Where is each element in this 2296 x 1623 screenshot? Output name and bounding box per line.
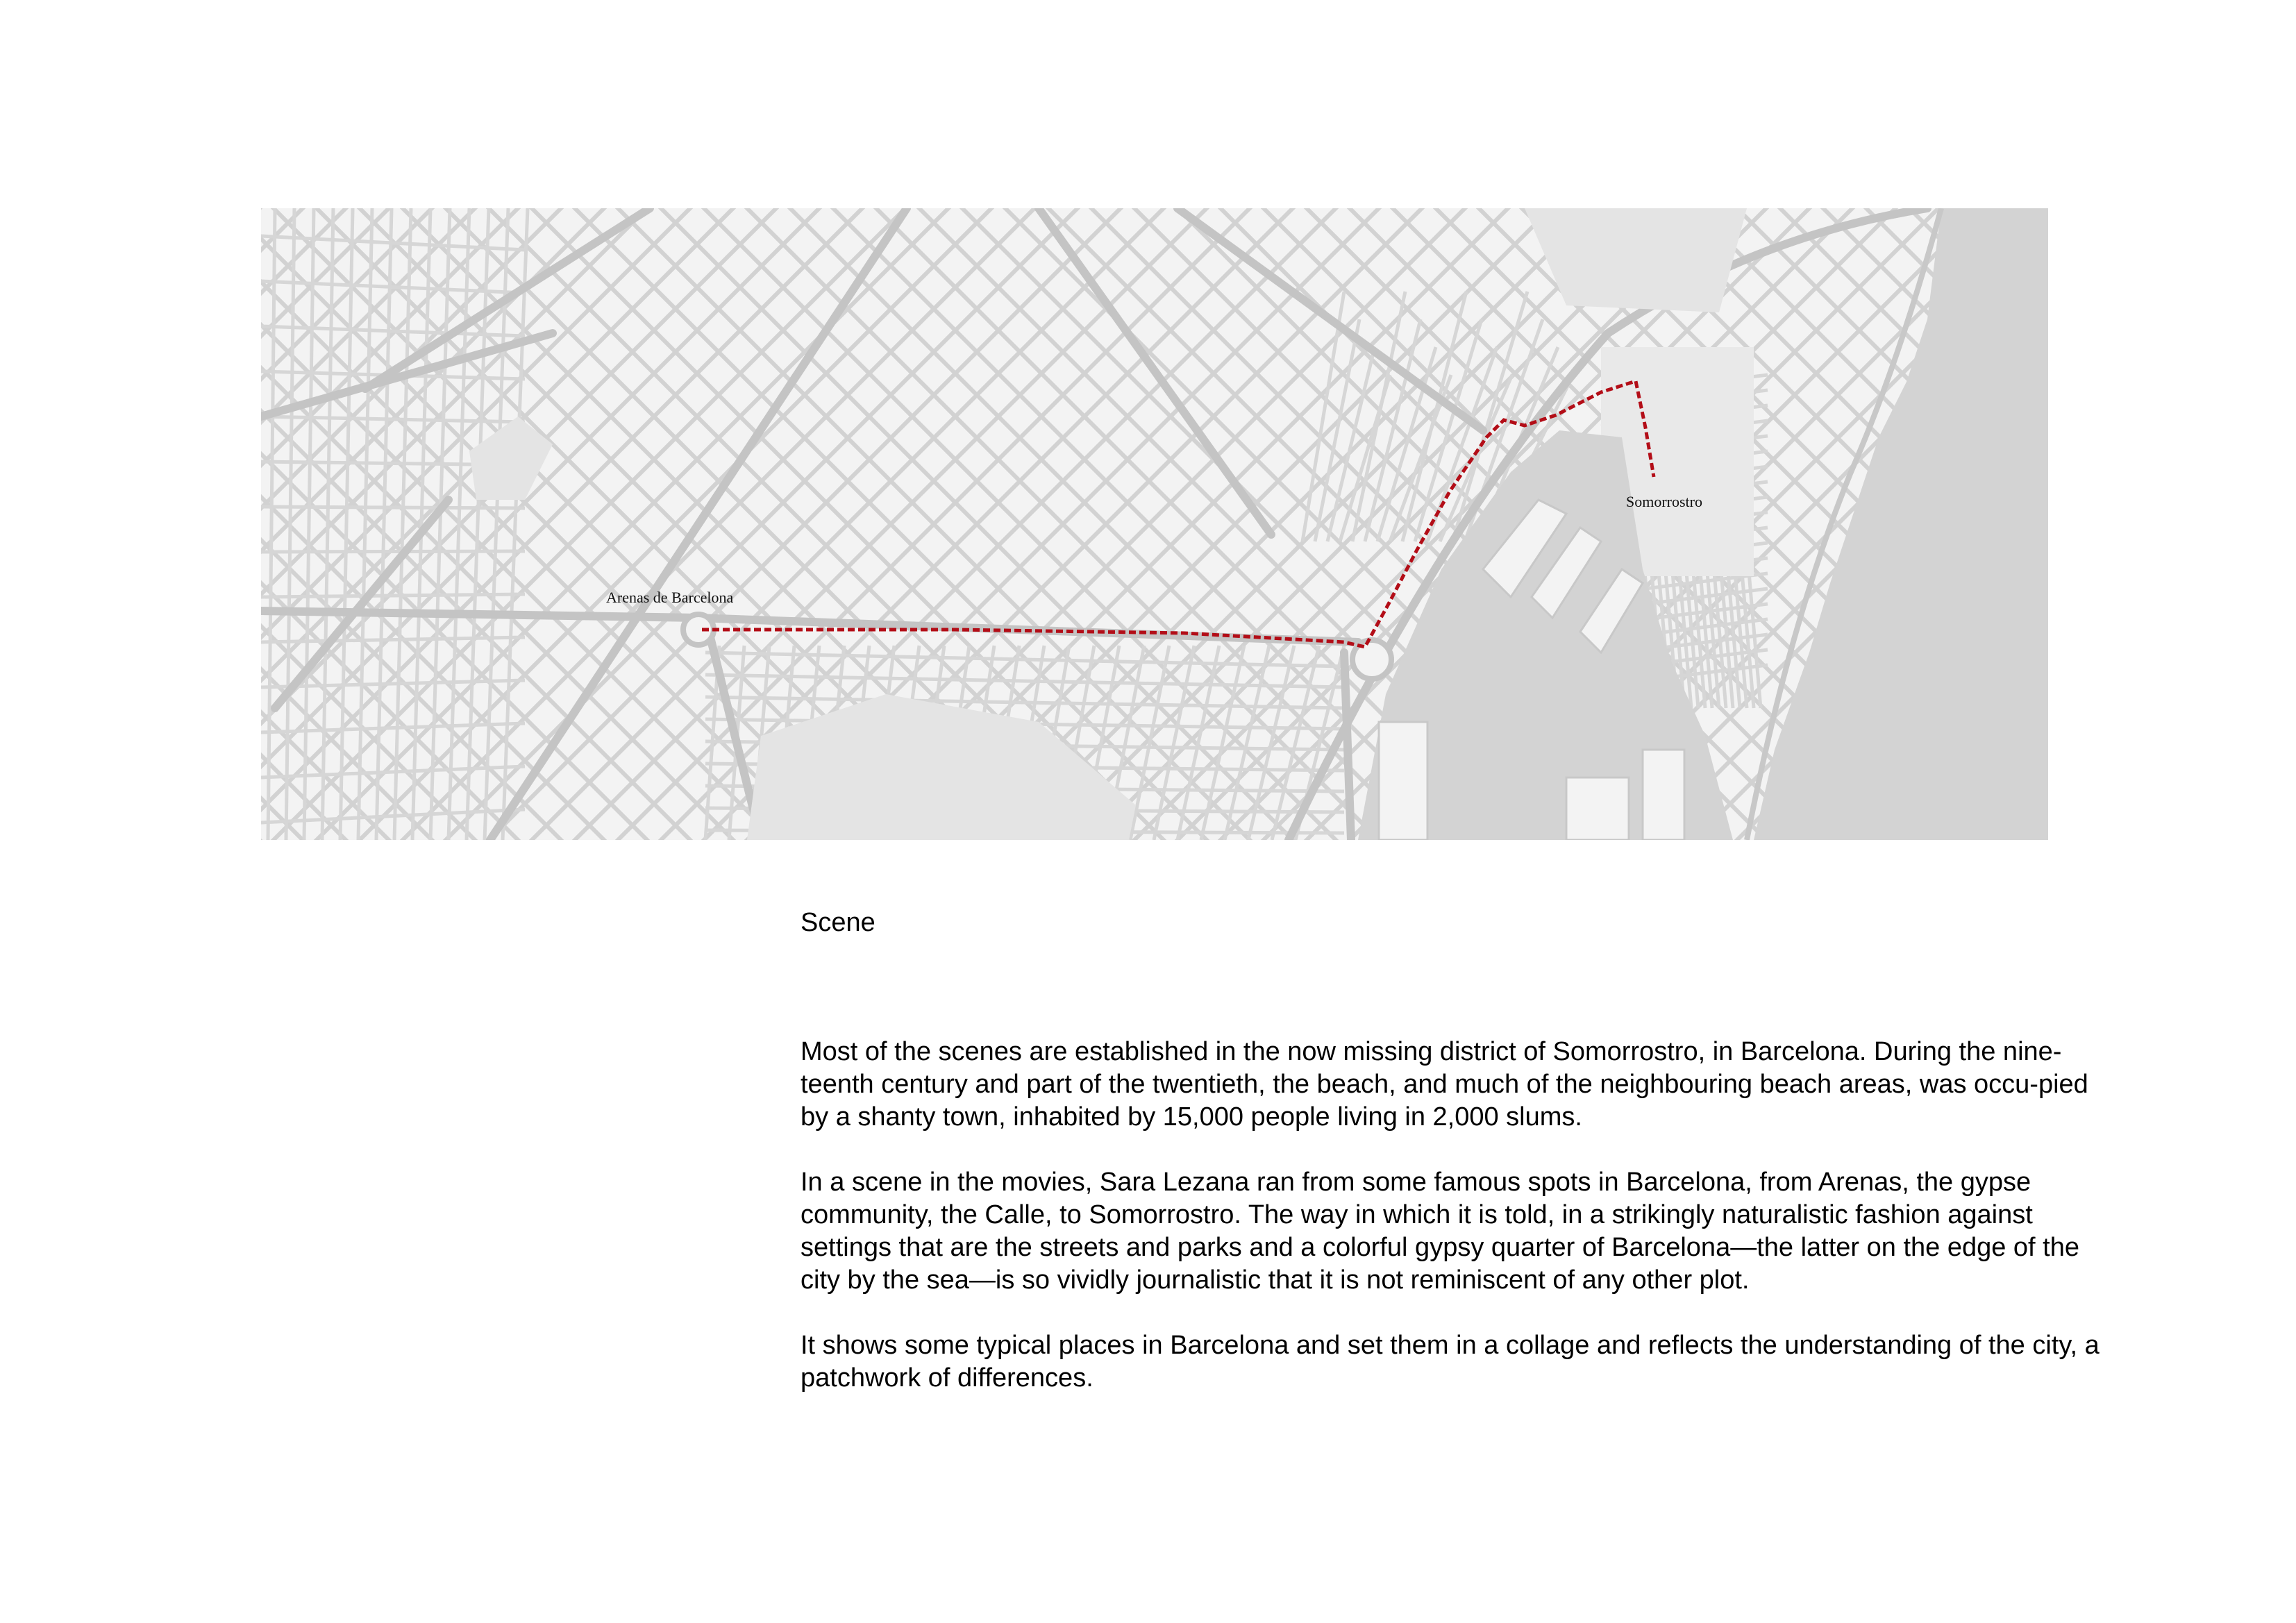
placa-espanya-roundabout — [683, 614, 714, 645]
paragraph-3: It shows some typical places in Barcelona and set them in a collage and reflects the understanding of the city, a patchwork of differences. — [801, 1331, 2100, 1393]
article-body — [801, 1036, 2106, 1427]
map-label-somorrostro: Somorrostro — [1626, 493, 1702, 510]
street-map — [261, 208, 2048, 840]
paragraph-2: In a scene in the movies, Sara Lezana ran from some famous spots in Barcelona, from Arenas, the gypse community, the Calle, to Somorrostro. The way in which it is told, in a strikingly naturalistic fashion against settings that are the streets and parks and a colorful gypsy quarter of Barcelona—the latter on the edge of the city by the sea—is so vividly journalistic that it is not reminiscent of any other plot. — [801, 1168, 2079, 1295]
map-label-arenas: Arenas de Barcelona — [606, 589, 734, 606]
section-heading: Scene — [801, 908, 875, 937]
paragraph-1: Most of the scenes are established in the now missing district of Somorrostro, in Barcelona. During the nine-teenth century and part of the twentieth, the beach, and much of the neighbouring beach areas, was occu-pied by a shanty town, inhabited by 15,000 people living in 2,000 slums. — [801, 1037, 2088, 1132]
